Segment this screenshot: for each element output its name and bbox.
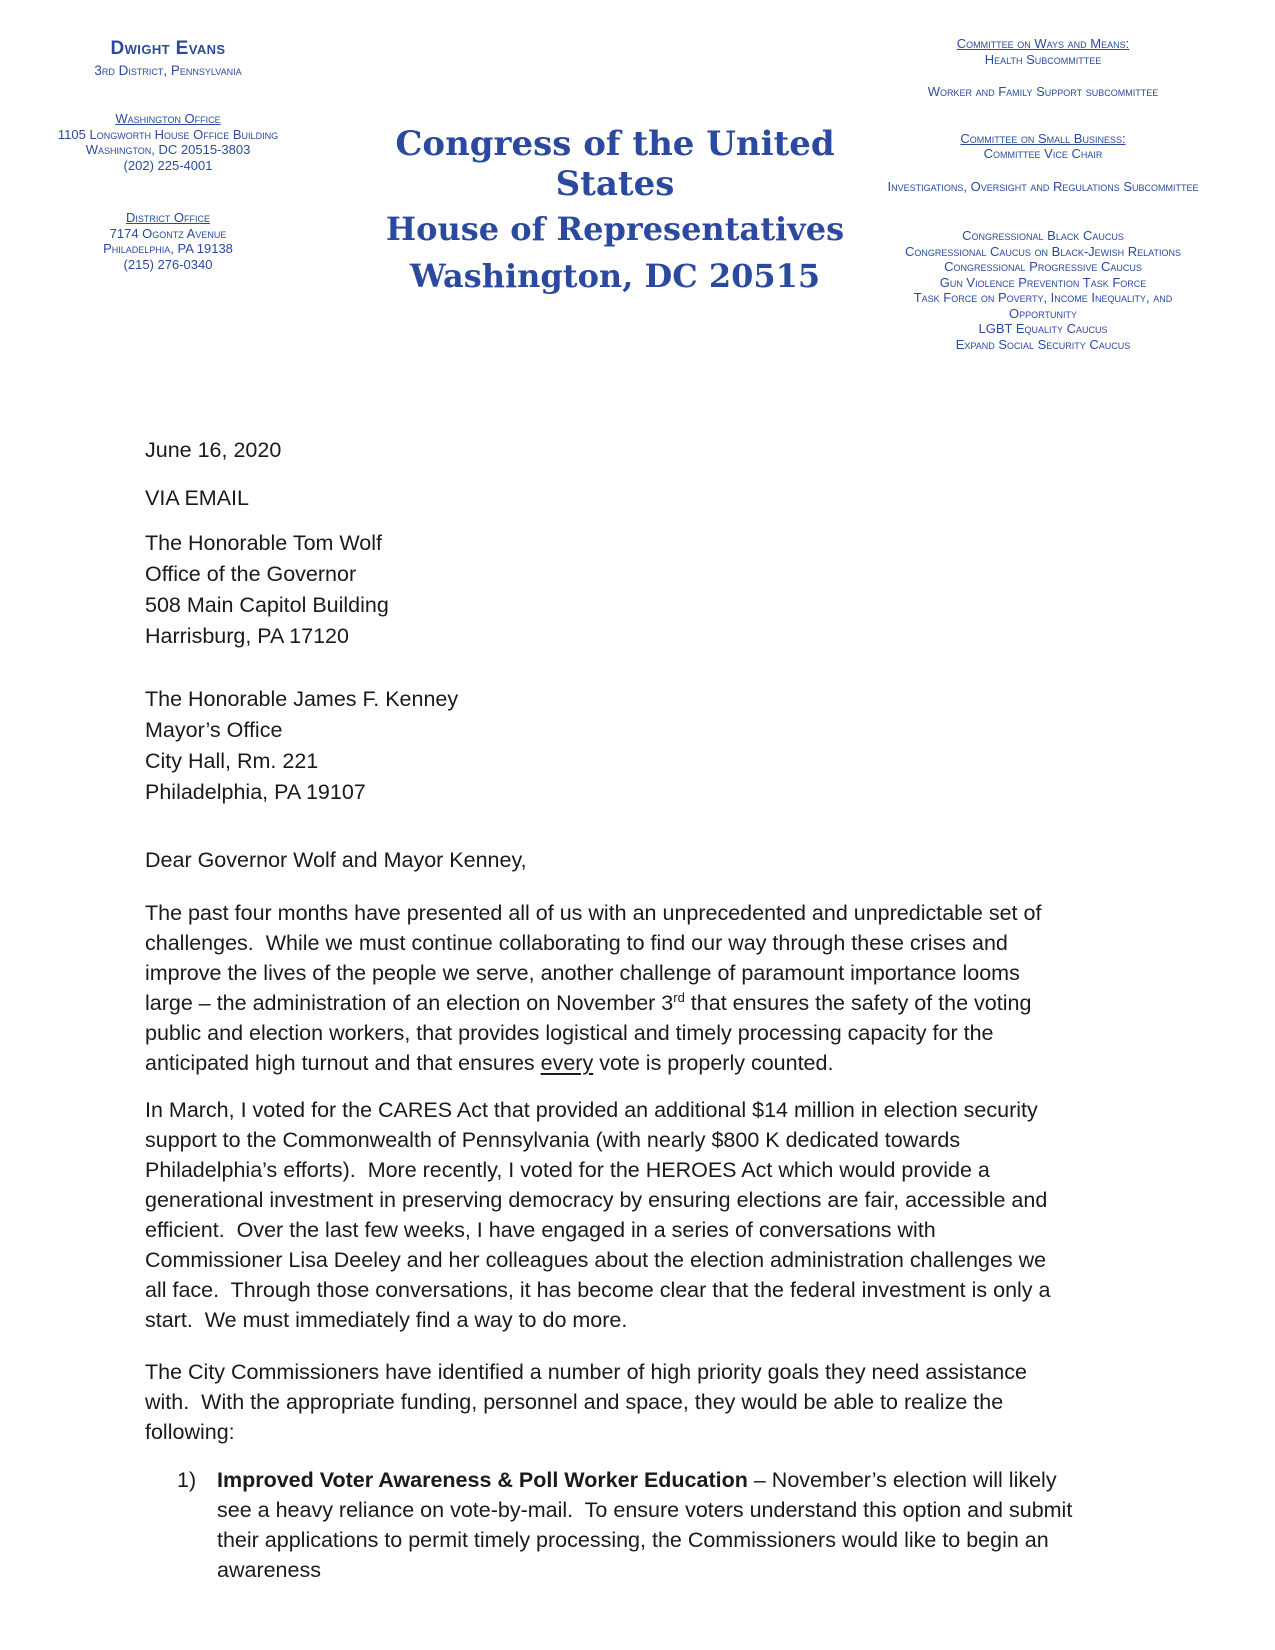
recipient-address-mayor: [145, 684, 1073, 808]
list-item-body: [217, 1465, 1079, 1585]
paragraph-1: [145, 898, 1073, 1078]
address-line: City Hall, Rm. 221: [145, 749, 319, 773]
list-item-text: – November’s election will likely see a heavy reliance on vote-by-mail. To ensure voters understand this option and submit their applications to permit timely processing, the Commissioners would like to begin an awareness: [217, 1468, 1079, 1582]
caucus-item: Congressional Black Caucus: [962, 228, 1124, 243]
letter-date: June 16, 2020: [145, 438, 282, 462]
letter-body: [145, 435, 1079, 1585]
committee-subcommittee: Worker and Family Support subcommittee: [927, 84, 1159, 99]
masthead-line-congress: Congress of the United States: [395, 124, 835, 204]
caucus-item: Congressional Progressive Caucus: [944, 259, 1142, 274]
address-line: 508 Main Capitol Building: [145, 593, 389, 617]
member-info-block: [26, 38, 310, 272]
committee-small-business: [886, 131, 1200, 195]
paragraph-1-text: that ensures the safety of the voting public and election workers, that provides logistical and timely processing capacity for the anticipated high turnout and that ensures: [145, 991, 1038, 1075]
underlined-word-every: every: [540, 1051, 594, 1075]
office-address-line: Washington, DC 20515-3803: [85, 142, 251, 157]
committee-role: Health Subcommittee: [984, 51, 1102, 67]
district-office-block: [26, 210, 310, 272]
masthead-line-house: House of Representatives: [385, 210, 845, 248]
committee-title: Committee on Small Business:: [960, 130, 1126, 146]
address-line: Philadelphia, PA 19107: [145, 780, 366, 804]
office-address-line: Philadelphia, PA 19138: [103, 241, 233, 256]
member-name: Dwight Evans: [110, 38, 226, 59]
office-phone: (215) 276-0340: [123, 256, 213, 272]
committees-block: [886, 36, 1200, 352]
caucus-item: Expand Social Security Caucus: [955, 336, 1131, 352]
masthead-line-city: Washington, DC 20515: [409, 257, 821, 295]
caucus-item: LGBT Equality Caucus: [978, 321, 1108, 336]
district-office-title: District Office: [125, 210, 211, 225]
caucus-item: Task Force on Poverty, Income Inequality, and Opportunity: [913, 290, 1173, 321]
address-line: The Honorable James F. Kenney: [145, 687, 459, 711]
list-item-heading: Improved Voter Awareness & Poll Worker Education: [217, 1468, 748, 1492]
committee-subcommittee: Investigations, Oversight and Regulations Subcommittee: [887, 178, 1199, 194]
office-address-line: 7174 Ogontz Avenue: [109, 225, 227, 241]
recipient-address-governor: [145, 528, 1073, 652]
committee-title: Committee on Ways and Means:: [956, 36, 1130, 51]
committee-ways-and-means: [886, 36, 1200, 100]
list-item-number: 1): [177, 1468, 197, 1492]
caucus-item: Gun Violence Prevention Task Force: [939, 274, 1147, 290]
congressional-masthead: [352, 124, 878, 295]
address-line: Office of the Governor: [145, 562, 357, 586]
delivery-method: VIA EMAIL: [145, 486, 249, 510]
address-line: Mayor’s Office: [145, 718, 283, 742]
paragraph-1-text: vote is properly counted.: [593, 1051, 834, 1075]
office-address-line: 1105 Longworth House Office Building: [57, 126, 279, 142]
address-line: Harrisburg, PA 17120: [145, 624, 349, 648]
washington-office-block: [26, 111, 310, 173]
committee-role: Committee Vice Chair: [983, 146, 1103, 161]
paragraph-2: In March, I voted for the CARES Act that provided an additional $14 million in election security support to the Commonwealth of Pennsylvania (with nearly $800 K dedicated towards Philadelphia’s efforts). More recently, I voted for the HEROES Act which would provide a generational investment in preserving democracy by ensuring elections are fair, accessible and efficient. Over the last few weeks, I have engaged in a series of conversations with Commissioner Lisa Deeley and her colleagues about the election administration challenges we all face. Through those conversations, it has become clear that the federal investment is only a start. We must immediately find a way to do more.: [145, 1098, 1057, 1332]
caucus-list: [886, 228, 1200, 352]
office-phone: (202) 225-4001: [123, 157, 213, 173]
member-district: 3rd District, Pennsylvania: [94, 63, 242, 78]
washington-office-title: Washington Office: [115, 111, 221, 126]
paragraph-3: The City Commissioners have identified a number of high priority goals they need assistance with. With the appropriate funding, personnel and space, they would be able to realize the following:: [145, 1360, 1033, 1444]
ordinal-superscript: rd: [673, 989, 685, 1005]
paragraph-1-text: The past four months have presented all of us with an unprecedented and unpredictable set of challenges. While we must continue collaborating to find our way through these crises and improve the lives of the people we serve, another challenge of paramount importance looms large – the administration of an election on November 3: [145, 901, 1048, 1015]
address-line: The Honorable Tom Wolf: [145, 531, 383, 555]
salutation: Dear Governor Wolf and Mayor Kenney,: [145, 848, 527, 872]
numbered-list-item-1: [145, 1465, 1079, 1585]
caucus-item: Congressional Caucus on Black-Jewish Relations: [905, 243, 1181, 259]
